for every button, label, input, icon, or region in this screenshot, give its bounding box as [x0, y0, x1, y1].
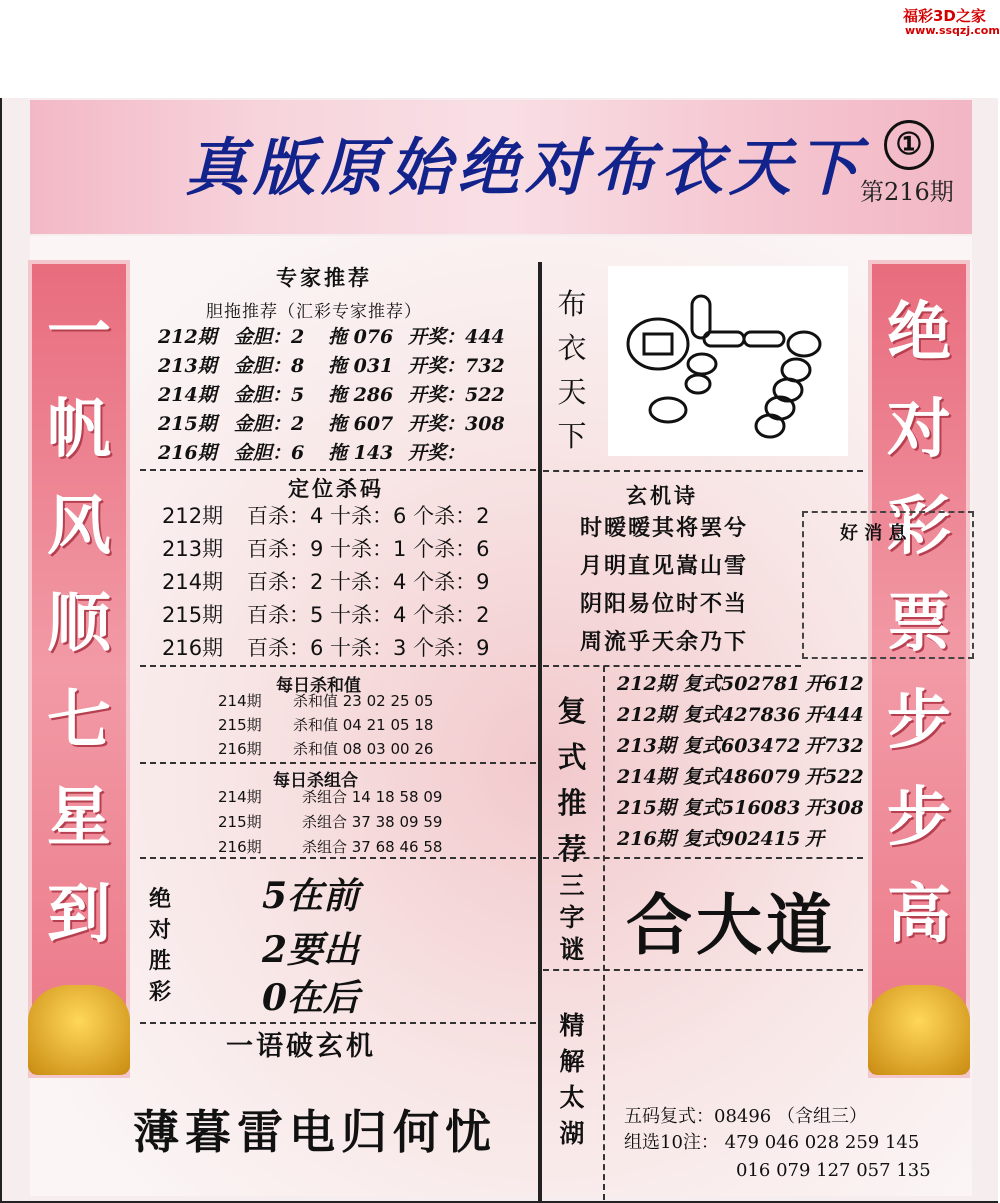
left-couplet-text — [32, 264, 126, 963]
expert-subtitle: 胆拖推荐（汇彩专家推荐） — [206, 302, 422, 322]
divider — [543, 665, 801, 667]
good-news-label: 好 消 息 — [840, 523, 907, 544]
site-url: www.ssqzj.com — [905, 24, 1000, 37]
fushi-label: 复 式 推 荐 — [557, 694, 587, 866]
gold-pot-right — [868, 985, 970, 1075]
dingwei-row: 214期 百杀：2 十杀：4 个杀：9 — [162, 570, 490, 594]
center-divider — [538, 262, 542, 1202]
xuanji-poem — [580, 510, 748, 662]
couplet-char: 星 — [47, 780, 111, 855]
couplet-char: 帆 — [47, 392, 111, 467]
issue-number: 第216期 — [860, 178, 954, 206]
couplet-char: 一 — [47, 295, 111, 370]
hezhi-row: 216期 杀和值 08 03 00 26 — [218, 740, 434, 758]
left-couplet — [28, 260, 130, 1078]
buyi-label: 布 衣 天 下 — [557, 287, 587, 453]
fushi-row: 215期 复式516083 开308 — [617, 797, 864, 819]
fushi-row: 214期 复式486079 开522 — [617, 766, 864, 788]
zuhe-row: 215期 杀组合 37 38 09 59 — [218, 813, 443, 831]
expert-row: 212期 金胆：2 拖 076 开奖：444 — [158, 326, 505, 348]
win-label: 绝 对 胜 彩 — [148, 887, 171, 1005]
dingwei-row: 216期 百杀：6 十杀：3 个杀：9 — [162, 636, 490, 660]
sanzi-label: 三 字 谜 — [559, 871, 585, 964]
hint-drawing — [608, 266, 848, 456]
win-row-2: 2要出 — [262, 929, 360, 971]
couplet-char: 绝 — [887, 295, 951, 370]
divider — [140, 665, 536, 667]
win-row-1: 5在前 — [262, 875, 360, 917]
dingwei-title: 定位杀码 — [288, 477, 384, 501]
hezhi-title: 每日杀和值 — [276, 676, 361, 696]
hezhi-list — [218, 690, 433, 762]
sheet-number: ① — [884, 120, 934, 170]
expert-list — [158, 322, 505, 467]
dingwei-list — [162, 500, 489, 665]
divider — [140, 469, 536, 471]
expert-row: 215期 金胆：2 拖 607 开奖：308 — [158, 413, 505, 435]
fushi-row: 216期 复式902415 开 — [617, 828, 825, 850]
sanzi-answer: 合大道 — [626, 886, 836, 964]
yiyu-title: 一语破玄机 — [226, 1031, 376, 1062]
zuhe-row: 214期 杀组合 14 18 58 09 — [218, 788, 443, 806]
fushi-row: 212期 复式502781 开612 — [617, 673, 864, 695]
coin-chain-drawing — [608, 266, 848, 456]
fushi-list — [617, 669, 864, 855]
site-logo-text: 福彩3D之家 — [903, 7, 986, 25]
divider — [543, 969, 863, 971]
jingjie-line-3: 016 079 127 057 135 — [736, 1160, 931, 1181]
expert-title: 专家推荐 — [276, 266, 372, 290]
divider — [543, 470, 863, 472]
couplet-char: 票 — [887, 586, 951, 661]
couplet-char: 彩 — [887, 489, 951, 564]
couplet-char: 风 — [47, 489, 111, 564]
good-news-box — [802, 511, 974, 659]
couplet-char: 高 — [887, 877, 951, 952]
expert-row: 216期 金胆：6 拖 143 开奖： — [158, 442, 466, 464]
right-couplet — [868, 260, 970, 1078]
zuhe-title: 每日杀组合 — [273, 771, 358, 791]
poem-line: 阴阳易位时不当 — [580, 592, 749, 617]
win-row-3: 0在后 — [262, 977, 360, 1019]
jingjie-line-1: 五码复式：08496 （含组三） — [624, 1106, 867, 1127]
fushi-row: 212期 复式427836 开444 — [617, 704, 864, 726]
expert-row: 213期 金胆：8 拖 031 开奖：732 — [158, 355, 505, 377]
xuanji-title: 玄机诗 — [626, 484, 698, 508]
jingjie-line-2: 组选10注： 479 046 028 259 145 — [624, 1132, 920, 1153]
divider — [140, 762, 536, 764]
poem-line: 月明直见嵩山雪 — [580, 554, 749, 579]
couplet-char: 顺 — [47, 586, 111, 661]
couplet-char: 七 — [47, 683, 111, 758]
jingjie-label: 精 解 太 湖 — [559, 1011, 585, 1148]
couplet-char: 到 — [47, 877, 111, 952]
dingwei-row: 213期 百杀：9 十杀：1 个杀：6 — [162, 537, 490, 561]
couplet-char: 步 — [887, 780, 951, 855]
couplet-char: 对 — [887, 392, 951, 467]
expert-row: 214期 金胆：5 拖 286 开奖：522 — [158, 384, 505, 406]
fushi-row: 213期 复式603472 开732 — [617, 735, 864, 757]
hezhi-row: 214期 杀和值 23 02 25 05 — [218, 692, 434, 710]
yiyu-text: 薄暮雷电归何忧 — [133, 1105, 497, 1159]
dingwei-row: 215期 百杀：5 十杀：4 个杀：2 — [162, 603, 490, 627]
page-title: 真版原始绝对布衣天下 — [185, 131, 866, 204]
hezhi-row: 215期 杀和值 04 21 05 18 — [218, 716, 434, 734]
right-inner-divider — [603, 666, 607, 1200]
gold-pot-left — [28, 985, 130, 1075]
poem-line: 时暧暧其将罢兮 — [580, 516, 749, 541]
zuhe-row: 216期 杀组合 37 68 46 58 — [218, 838, 443, 856]
dingwei-row: 212期 百杀：4 十杀：6 个杀：2 — [162, 504, 490, 528]
couplet-char: 步 — [887, 683, 951, 758]
poem-line: 周流乎天余乃下 — [580, 630, 749, 655]
zuhe-list — [218, 786, 442, 861]
